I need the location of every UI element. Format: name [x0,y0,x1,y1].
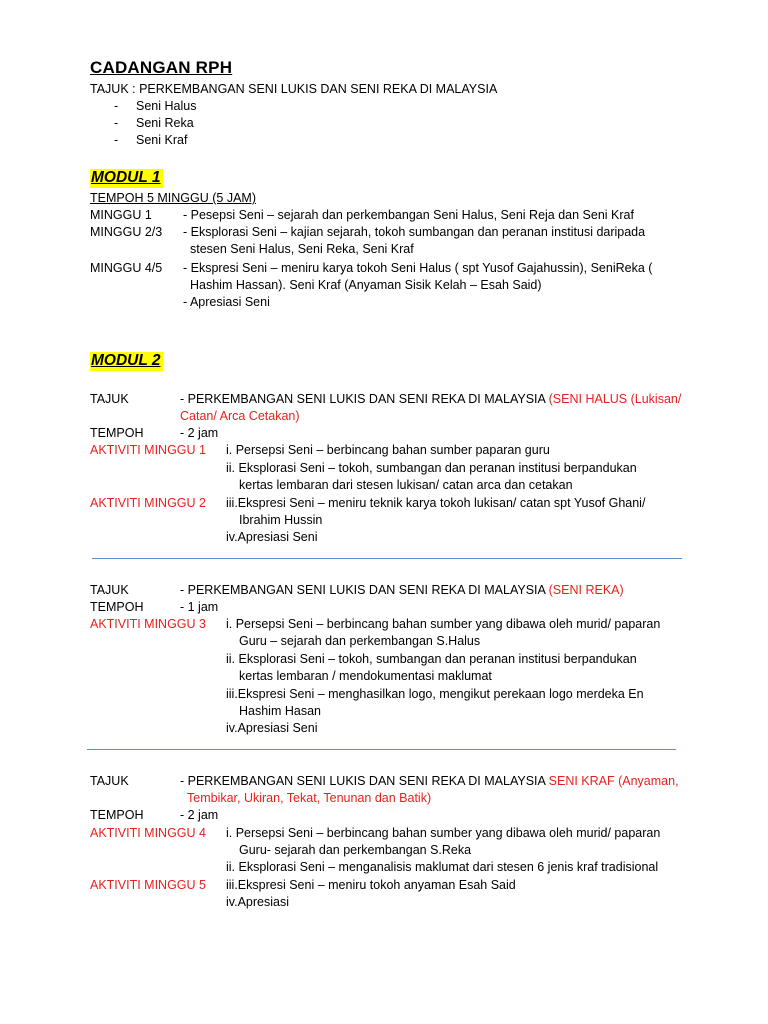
modul-1-tempoh: TEMPOH 5 MINGGU (5 JAM) [90,191,256,205]
aktiviti-label: AKTIVITI MINGGU 4 [90,826,206,840]
tempoh-label: TEMPOH [90,426,144,440]
bullet-dash: - [114,133,119,147]
activity-item: iii.Ekspresi Seni – meniru tokoh anyaman Esah Said [226,878,516,892]
section-divider [92,558,682,559]
tempoh-value: - 2 jam [180,426,219,440]
minggu-text: - Ekspresi Seni – meniru karya tokoh Seni Halus ( spt Yusof Gajahussin), SeniReka ( [183,261,653,275]
tempoh-value: - 2 jam [180,808,219,822]
activity-item: Guru- sejarah dan perkembangan S.Reka [239,843,472,857]
list-item: Seni Halus [136,99,197,113]
main-tajuk: TAJUK : PERKEMBANGAN SENI LUKIS DAN SENI REKA DI MALAYSIA [90,82,498,96]
list-item: Seni Kraf [136,133,188,147]
minggu-text: - Apresiasi Seni [183,295,270,309]
minggu-text: - Pesepsi Seni – sejarah dan perkembangan Seni Halus, Seni Reja dan Seni Kraf [183,208,634,222]
tempoh-label: TEMPOH [90,600,144,614]
tajuk-label: TAJUK [90,583,129,597]
minggu-text: - Eksplorasi Seni – kajian sejarah, tokoh sumbangan dan peranan institusi daripada [183,225,646,239]
minggu-label: MINGGU 2/3 [90,225,163,239]
tempoh-value: - 1 jam [180,600,219,614]
modul-1-heading: MODUL 1 [90,169,163,188]
bullet-dash: - [114,99,119,113]
minggu-text: stesen Seni Halus, Seni Reka, Seni Kraf [190,242,414,256]
activity-item: ii. Eksplorasi Seni – tokoh, sumbangan dan peranan institusi berpandukan [226,652,637,666]
aktiviti-label: AKTIVITI MINGGU 1 [90,443,206,457]
minggu-label: MINGGU 4/5 [90,261,163,275]
aktiviti-label: AKTIVITI MINGGU 3 [90,617,206,631]
activity-item: Ibrahim Hussin [239,513,323,527]
tajuk-text-cont: Catan/ Arca Cetakan) [180,409,300,423]
minggu-label: MINGGU 1 [90,208,152,222]
tajuk-label: TAJUK [90,392,129,406]
activity-item: iv.Apresiasi Seni [226,721,318,735]
activity-item: iv.Apresiasi Seni [226,530,318,544]
tempoh-label: TEMPOH [90,808,144,822]
tajuk-text: - PERKEMBANGAN SENI LUKIS DAN SENI REKA DI MALAYSIA SENI KRAF (Anyaman, [180,774,679,788]
section-divider [87,749,676,750]
activity-item: iii.Ekspresi Seni – menghasilkan logo, mengikut perekaan logo merdeka En [226,687,644,701]
activity-item: i. Persepsi Seni – berbincang bahan sumber yang dibawa oleh murid/ paparan [226,617,661,631]
activity-item: ii. Eksplorasi Seni – menganalisis maklumat dari stesen 6 jenis kraf tradisional [226,860,659,874]
activity-item: i. Persepsi Seni – berbincang bahan sumber yang dibawa oleh murid/ paparan [226,826,661,840]
bullet-dash: - [114,116,119,130]
tajuk-text-cont: Tembikar, Ukiran, Tekat, Tenunan dan Batik) [187,791,432,805]
tajuk-text: - PERKEMBANGAN SENI LUKIS DAN SENI REKA DI MALAYSIA (SENI HALUS (Lukisan/ [180,392,682,406]
minggu-text: Hashim Hassan). Seni Kraf (Anyaman Sisik Kelah – Esah Said) [190,278,542,292]
activity-item: Guru – sejarah dan perkembangan S.Halus [239,634,481,648]
activity-item: kertas lembaran dari stesen lukisan/ catan arca dan cetakan [239,478,573,492]
modul-2-heading: MODUL 2 [90,352,163,371]
tajuk-label: TAJUK [90,774,129,788]
activity-item: iv.Apresiasi [226,895,289,909]
tajuk-text: - PERKEMBANGAN SENI LUKIS DAN SENI REKA DI MALAYSIA (SENI REKA) [180,583,624,597]
activity-item: iii.Ekspresi Seni – meniru teknik karya tokoh lukisan/ catan spt Yusof Ghani/ [226,496,646,510]
activity-item: i. Persepsi Seni – berbincang bahan sumber paparan guru [226,443,550,457]
page-title: CADANGAN RPH [90,58,233,77]
aktiviti-label: AKTIVITI MINGGU 2 [90,496,206,510]
activity-item: ii. Eksplorasi Seni – tokoh, sumbangan dan peranan institusi berpandukan [226,461,637,475]
activity-item: kertas lembaran / mendokumentasi maklumat [239,669,492,683]
activity-item: Hashim Hasan [239,704,321,718]
list-item: Seni Reka [136,116,194,130]
aktiviti-label: AKTIVITI MINGGU 5 [90,878,206,892]
